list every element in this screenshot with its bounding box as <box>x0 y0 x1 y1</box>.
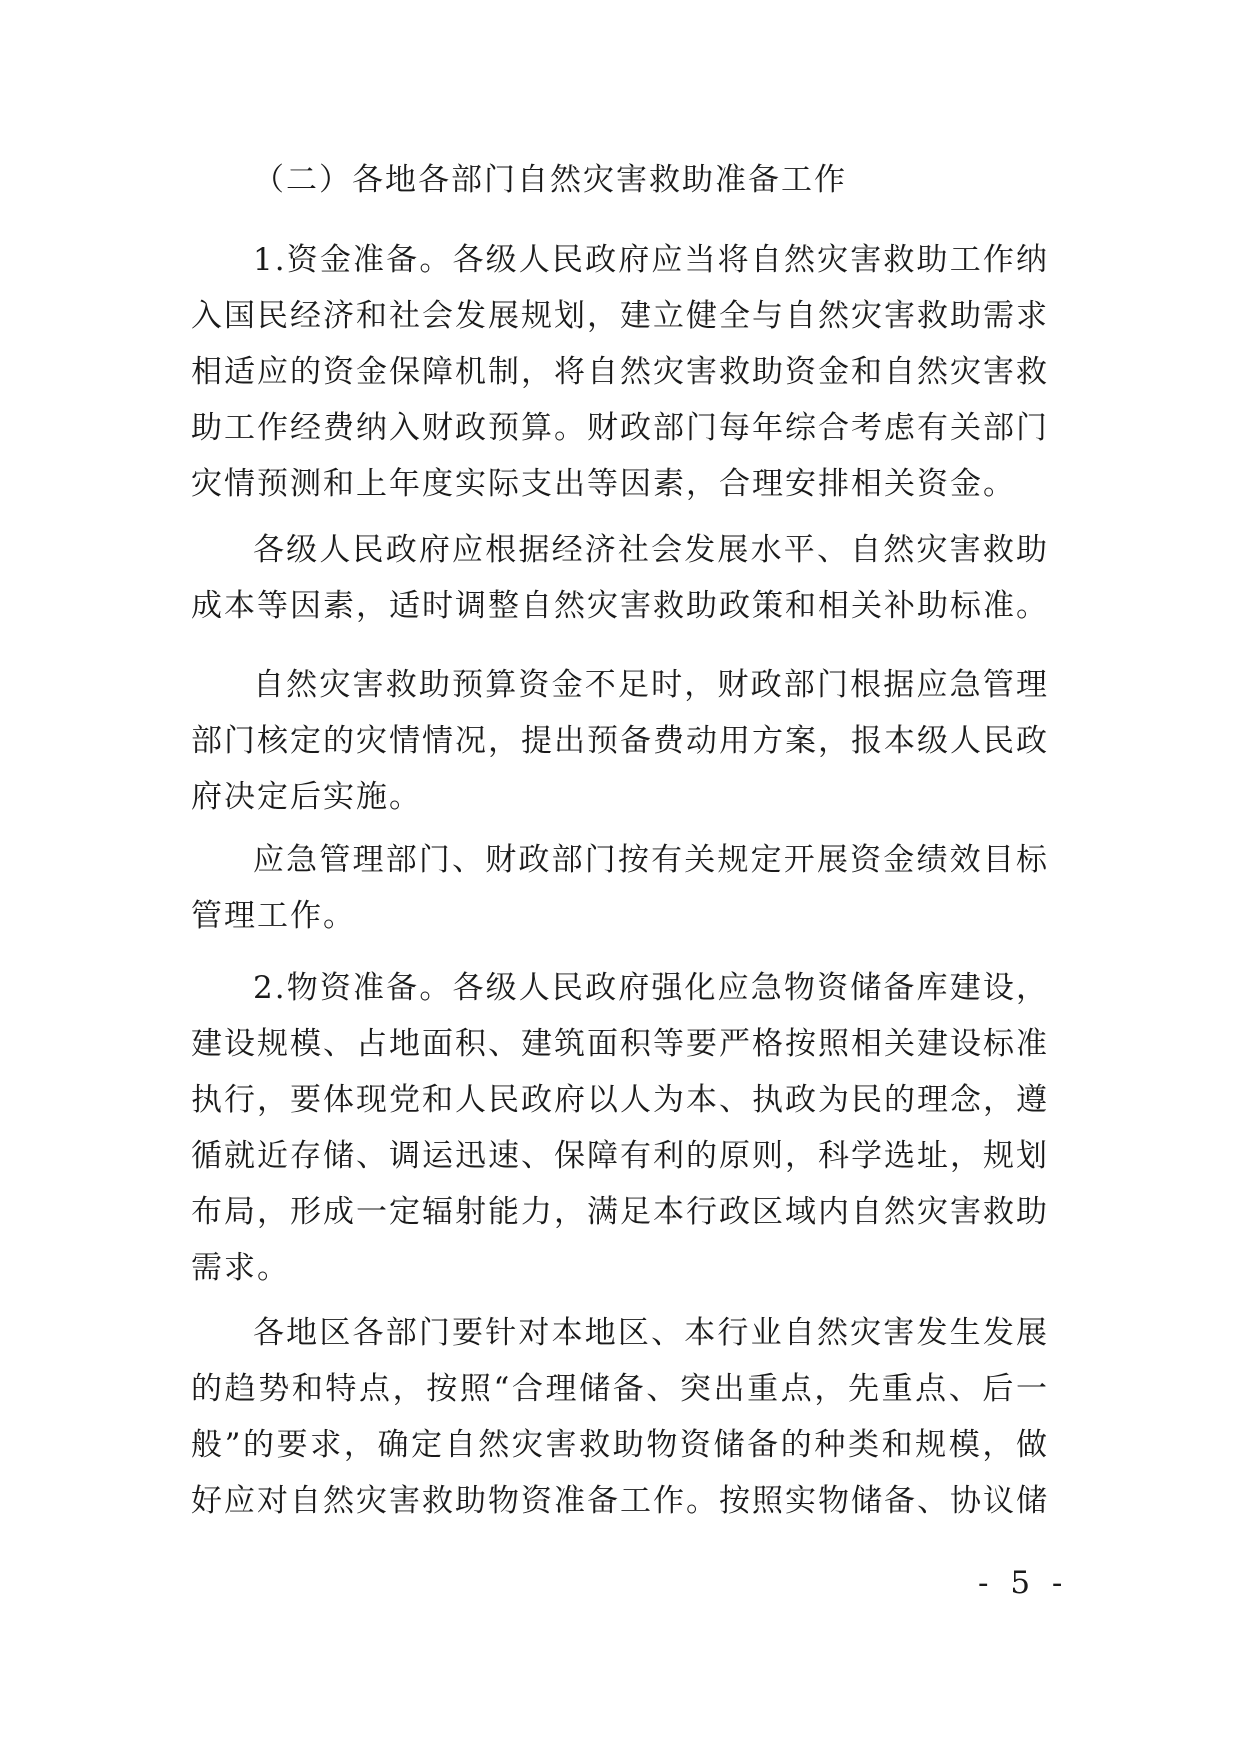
paragraph-budget-shortfall: 自然灾害救助预算资金不足时，财政部门根据应急管理部门核定的灾情情况，提出预备费动用方案，报本级人民政府决定后实施。 <box>191 667 1049 815</box>
paragraph-reserve-requirements: 各地区各部门要针对本地区、本行业自然灾害发生发展的趋势和特点，按照“合理储备、突出重点，先重点、后一般”的要求，确定自然灾害救助物资储备的种类和规模，做好应对自然灾害救助物资准备工作。按照实物储备、协议储 <box>191 1315 1049 1519</box>
page-number: - 5 - <box>978 1565 1069 1601</box>
paragraph-performance-management: 应急管理部门、财政部门按有关规定开展资金绩效目标管理工作。 <box>191 842 1049 934</box>
paragraph-policy-adjustment: 各级人民政府应根据经济社会发展水平、自然灾害救助成本等因素，适时调整自然灾害救助政策和相关补助标准。 <box>191 532 1049 624</box>
paragraph-fund-preparation: 1.资金准备。各级人民政府应当将自然灾害救助工作纳入国民经济和社会发展规划，建立健全与自然灾害救助需求相适应的资金保障机制，将自然灾害救助资金和自然灾害救助工作经费纳入财政预算。财政部门每年综合考虑有关部门灾情预测和上年度实际支出等因素，合理安排相关资金。 <box>191 242 1049 502</box>
section-heading: （二）各地各部门自然灾害救助准备工作 <box>253 162 847 198</box>
paragraph-material-preparation: 2.物资准备。各级人民政府强化应急物资储备库建设，建设规模、占地面积、建筑面积等要严格按照相关建设标准执行，要体现党和人民政府以人为本、执政为民的理念，遵循就近存储、调运迅速、保障有利的原则，科学选址，规划布局，形成一定辐射能力，满足本行政区域内自然灾害救助需求。 <box>191 970 1049 1286</box>
